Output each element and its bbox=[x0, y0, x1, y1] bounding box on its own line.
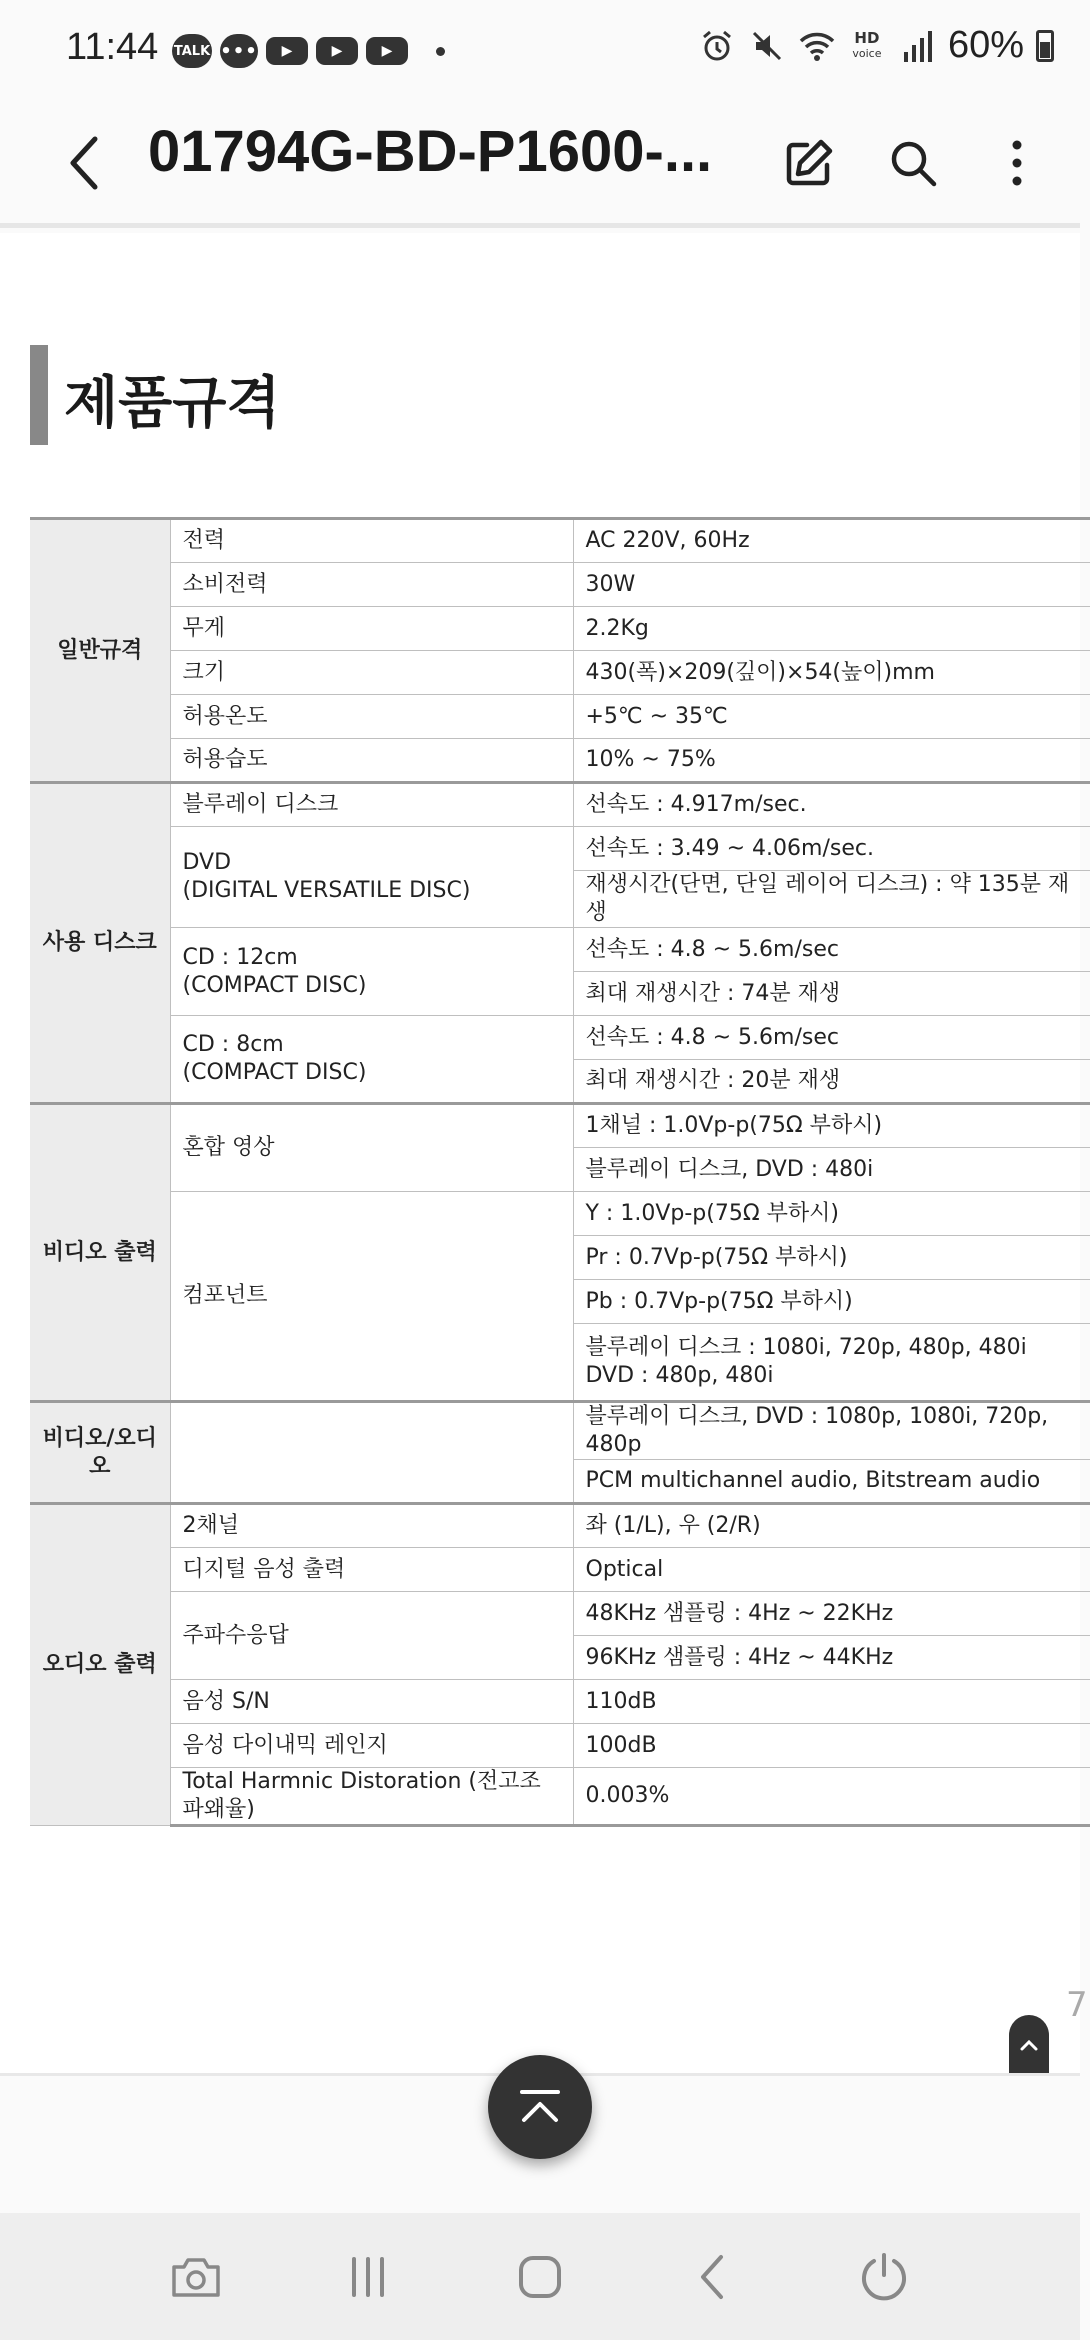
home-icon bbox=[516, 2253, 564, 2301]
table-row bbox=[30, 783, 1090, 827]
youtube-icon: ▶ bbox=[316, 37, 358, 65]
value-cell: +5℃ ~ 35℃ bbox=[573, 695, 1090, 739]
value-cell: 좌 (1/L), 우 (2/R) bbox=[573, 1504, 1090, 1548]
table-row bbox=[30, 1104, 1090, 1148]
table-row bbox=[30, 563, 1090, 607]
value-cell: 재생시간(단면, 단일 레이어 디스크) : 약 135분 재생 bbox=[573, 871, 1090, 928]
recent-apps-icon bbox=[346, 2255, 390, 2299]
battery-percent: 60% bbox=[947, 24, 1024, 66]
value-cell: 선속도 : 3.49 ~ 4.06m/sec. bbox=[573, 827, 1090, 871]
value-cell: 100dB bbox=[573, 1724, 1090, 1768]
section-marker bbox=[30, 345, 48, 445]
value-cell: 2.2Kg bbox=[573, 607, 1090, 651]
category-cell: 일반규격 bbox=[30, 519, 170, 783]
youtube-icon: ▶ bbox=[266, 37, 308, 65]
spec-table bbox=[30, 517, 1090, 1827]
youtube-icon: ▶ bbox=[366, 37, 408, 65]
value-cell: Pb : 0.7Vp-p(75Ω 부하시) bbox=[573, 1280, 1090, 1324]
item-cell: 허용온도 bbox=[170, 695, 573, 739]
next-page-number: 7 bbox=[1066, 1985, 1088, 2025]
table-row bbox=[30, 1768, 1090, 1826]
wifi-icon bbox=[798, 27, 836, 65]
category-cell: 사용 디스크 bbox=[30, 783, 170, 1104]
hd-voice-icon bbox=[848, 27, 886, 65]
item-cell: 전력 bbox=[170, 519, 573, 563]
value-cell: 30W bbox=[573, 563, 1090, 607]
value-cell: Y : 1.0Vp-p(75Ω 부하시) bbox=[573, 1192, 1090, 1236]
value-cell: Pr : 0.7Vp-p(75Ω 부하시) bbox=[573, 1236, 1090, 1280]
item-cell: 크기 bbox=[170, 651, 573, 695]
edit-button[interactable] bbox=[770, 128, 848, 198]
value-cell: PCM multichannel audio, Bitstream audio bbox=[573, 1460, 1090, 1504]
table-row bbox=[30, 1504, 1090, 1548]
table-row bbox=[30, 827, 1090, 871]
camera-button[interactable] bbox=[156, 2237, 236, 2317]
document-view[interactable] bbox=[0, 233, 1080, 2073]
item-cell: 음성 S/N bbox=[170, 1680, 573, 1724]
recent-apps-button[interactable] bbox=[328, 2237, 408, 2317]
table-row bbox=[30, 1724, 1090, 1768]
item-cell: CD : 8cm (COMPACT DISC) bbox=[170, 1016, 573, 1104]
section-title: 제품규격 bbox=[64, 371, 281, 436]
notification-icons bbox=[172, 34, 445, 68]
back-nav-button[interactable] bbox=[672, 2237, 752, 2317]
value-cell: 선속도 : 4.917m/sec. bbox=[573, 783, 1090, 827]
back-icon bbox=[65, 135, 105, 191]
edit-icon bbox=[783, 137, 835, 189]
table-row bbox=[30, 607, 1090, 651]
scroll-to-top-button[interactable] bbox=[488, 2055, 592, 2159]
item-cell: 컴포넌트 bbox=[170, 1192, 573, 1402]
chevron-up-icon bbox=[1019, 2038, 1039, 2052]
value-cell: 블루레이 디스크, DVD : 480i bbox=[573, 1148, 1090, 1192]
scroll-top-icon bbox=[518, 2089, 562, 2125]
more-options-button[interactable] bbox=[978, 128, 1056, 198]
table-row bbox=[30, 1548, 1090, 1592]
power-button[interactable] bbox=[844, 2237, 924, 2317]
table-row bbox=[30, 1592, 1090, 1636]
value-cell: 1채널 : 1.0Vp-p(75Ω 부하시) bbox=[573, 1104, 1090, 1148]
system-icons bbox=[698, 24, 1054, 67]
search-icon bbox=[887, 137, 939, 189]
more-dot-icon bbox=[436, 47, 445, 56]
item-cell: Total Harmnic Distoration (전고조파왜율) bbox=[170, 1768, 573, 1826]
status-bar bbox=[0, 0, 1080, 100]
table-row bbox=[30, 1402, 1090, 1460]
value-cell: 선속도 : 4.8 ~ 5.6m/sec bbox=[573, 1016, 1090, 1060]
value-cell: 48KHz 샘플링 : 4Hz ~ 22KHz bbox=[573, 1592, 1090, 1636]
hd-label: HD bbox=[854, 28, 880, 47]
item-cell: 주파수응답 bbox=[170, 1592, 573, 1680]
table-row bbox=[30, 928, 1090, 972]
category-cell: 비디오/오디오 bbox=[30, 1402, 170, 1504]
value-cell: 블루레이 디스크 : 1080i, 720p, 480p, 480i DVD : 480p, 480i bbox=[573, 1324, 1090, 1402]
value-cell: 0.003% bbox=[573, 1768, 1090, 1826]
search-button[interactable] bbox=[874, 128, 952, 198]
alarm-icon bbox=[698, 27, 736, 65]
camera-icon bbox=[170, 2255, 222, 2299]
app-actions bbox=[770, 128, 1056, 198]
table-row bbox=[30, 651, 1090, 695]
value-cell: AC 220V, 60Hz bbox=[573, 519, 1090, 563]
item-cell: 디지털 음성 출력 bbox=[170, 1548, 573, 1592]
item-cell: DVD (DIGITAL VERSATILE DISC) bbox=[170, 827, 573, 928]
app-bar bbox=[0, 100, 1080, 228]
battery-icon bbox=[1036, 30, 1054, 62]
table-row bbox=[30, 739, 1090, 783]
value-cell: 최대 재생시간 : 74분 재생 bbox=[573, 972, 1090, 1016]
table-row bbox=[30, 695, 1090, 739]
value-cell: Optical bbox=[573, 1548, 1090, 1592]
value-cell: 110dB bbox=[573, 1680, 1090, 1724]
value-cell: 최대 재생시간 : 20분 재생 bbox=[573, 1060, 1090, 1104]
back-nav-icon bbox=[697, 2253, 727, 2301]
item-cell: 소비전력 bbox=[170, 563, 573, 607]
home-button[interactable] bbox=[500, 2237, 580, 2317]
table-row bbox=[30, 1680, 1090, 1724]
category-cell: 비디오 출력 bbox=[30, 1104, 170, 1402]
mute-icon bbox=[748, 27, 786, 65]
table-row bbox=[30, 1016, 1090, 1060]
item-cell: CD : 12cm (COMPACT DISC) bbox=[170, 928, 573, 1016]
voice-label: voice bbox=[852, 46, 882, 60]
system-nav-bar bbox=[0, 2213, 1080, 2340]
status-time: 11:44 bbox=[66, 26, 159, 68]
category-cell: 오디오 출력 bbox=[30, 1504, 170, 1826]
value-cell: 430(폭)×209(깊이)×54(높이)mm bbox=[573, 651, 1090, 695]
item-cell: 허용습도 bbox=[170, 739, 573, 783]
item-cell: 무게 bbox=[170, 607, 573, 651]
value-cell: 10% ~ 75% bbox=[573, 739, 1090, 783]
back-button[interactable] bbox=[50, 128, 120, 198]
power-icon bbox=[858, 2251, 910, 2303]
item-cell: 혼합 영상 bbox=[170, 1104, 573, 1192]
table-row bbox=[30, 519, 1090, 563]
table-row bbox=[30, 1192, 1090, 1236]
value-cell: 블루레이 디스크, DVD : 1080p, 1080i, 720p, 480p bbox=[573, 1402, 1090, 1460]
item-cell bbox=[170, 1402, 573, 1504]
value-cell: 96KHz 샘플링 : 4Hz ~ 44KHz bbox=[573, 1636, 1090, 1680]
chat-dots-icon: ••• bbox=[220, 34, 258, 68]
talk-icon: TALK bbox=[172, 34, 212, 68]
item-cell: 음성 다이내믹 레인지 bbox=[170, 1724, 573, 1768]
item-cell: 블루레이 디스크 bbox=[170, 783, 573, 827]
item-cell: 2채널 bbox=[170, 1504, 573, 1548]
more-vertical-icon bbox=[1011, 137, 1023, 189]
value-cell: 선속도 : 4.8 ~ 5.6m/sec bbox=[573, 928, 1090, 972]
document-title: 01794G-BD-P1600-... bbox=[148, 119, 713, 184]
signal-icon bbox=[898, 27, 936, 65]
